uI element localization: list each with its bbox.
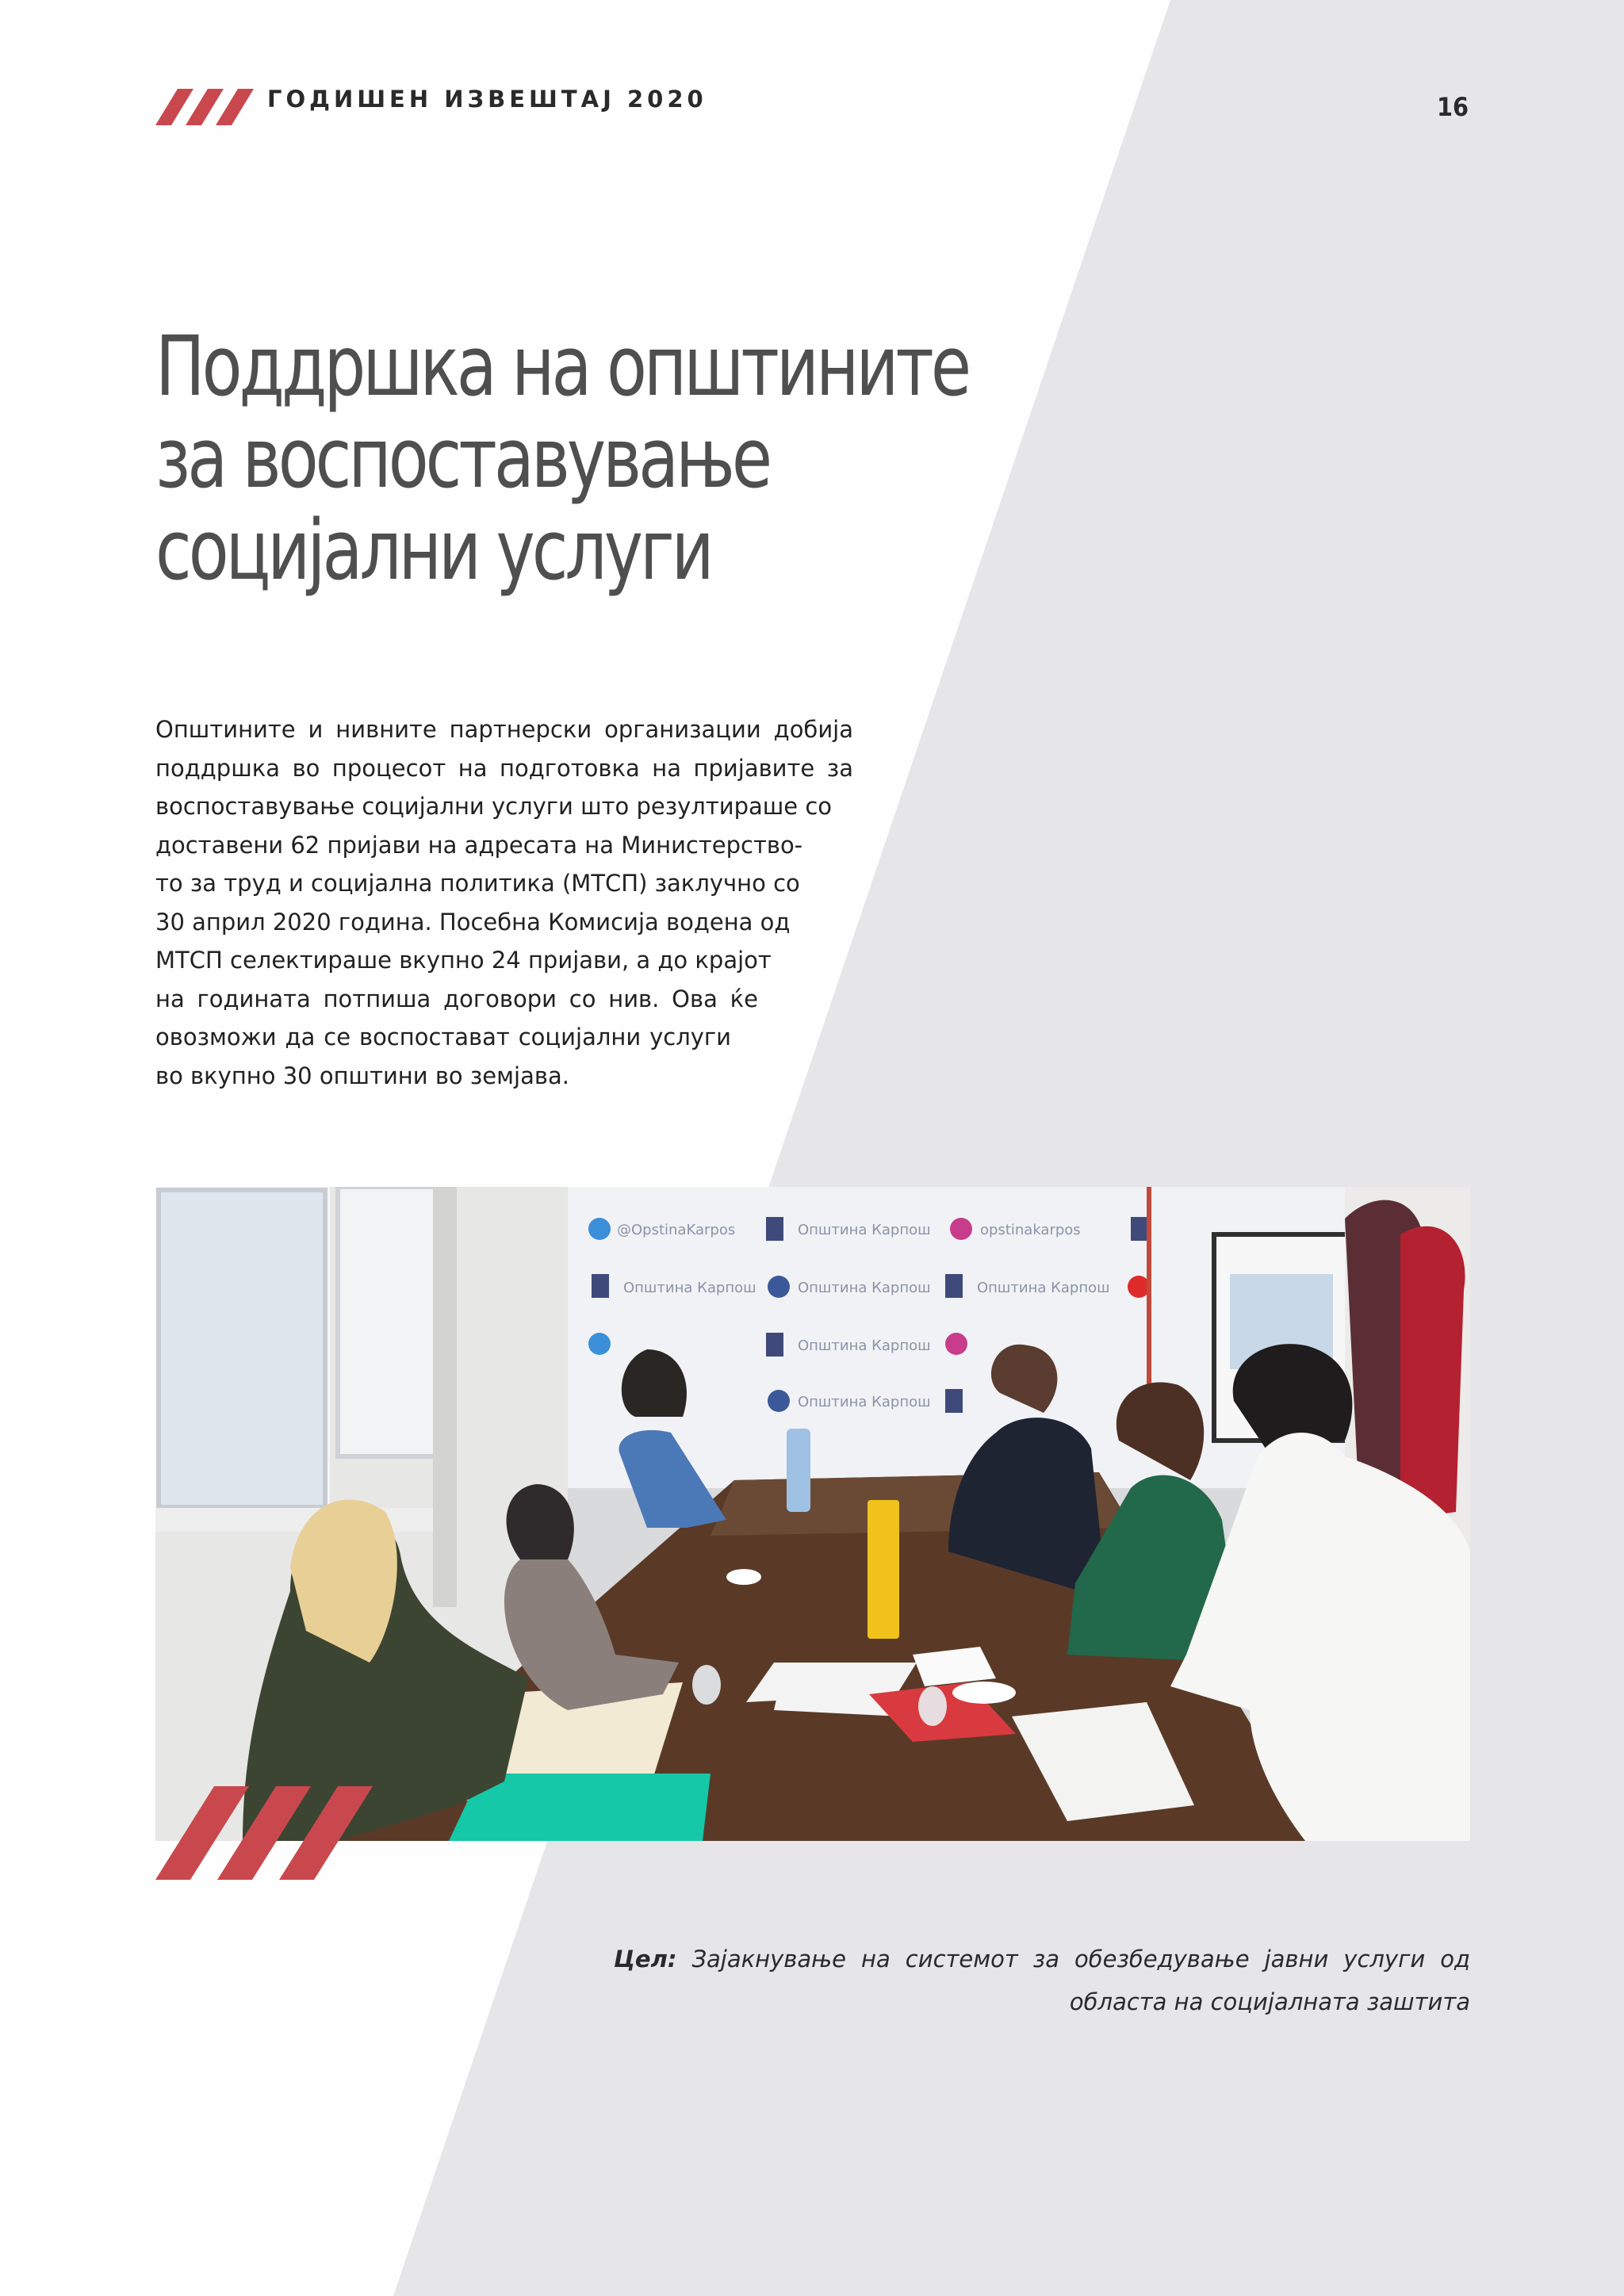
- page-title-line: Поддршка на општините: [155, 318, 969, 415]
- banner-municipality: Општина Карпош: [798, 1337, 931, 1354]
- page-title-line: социјални услуги: [155, 502, 711, 599]
- report-header-title: ГОДИШЕН ИЗВЕШТАЈ 2020: [267, 86, 707, 113]
- header-stripes-icon: [155, 87, 255, 127]
- goal-line-1: [614, 1938, 1470, 1980]
- goal-statement: [614, 1938, 1470, 2023]
- banner-municipality: Општина Карпош: [798, 1280, 931, 1296]
- banner-municipality: Општина Карпош: [623, 1280, 756, 1296]
- goal-label: Цел:: [614, 1946, 677, 1973]
- body-line: доставени 62 пријави на адресата на Министерство-: [155, 831, 803, 859]
- body-line: то за труд и социјална политика (МТСП) заклучно со: [155, 870, 800, 897]
- banner-instagram: opstinakarpos: [980, 1222, 1081, 1238]
- body-line: 30 април 2020 година. Посебна Комисија водена од: [155, 908, 791, 936]
- meeting-photo: [155, 1187, 1470, 1841]
- page-title: [155, 318, 969, 599]
- body-line: воспоставување социјални услуги што резултираше со: [155, 793, 833, 820]
- body-line: на годината потпиша договори со нив. Ова ќе: [155, 985, 758, 1012]
- goal-text-1: Зајакнување на системот за обезбедување јавни услуги од: [691, 1946, 1470, 1973]
- banner-municipality: Општина Карпош: [798, 1222, 931, 1238]
- photo-stripes-icon: [155, 1786, 393, 1880]
- banner-handle: @OpstinaKarpos: [617, 1222, 736, 1238]
- banner-municipality: Општина Карпош: [798, 1394, 931, 1410]
- page-title-line: за воспоставување: [155, 410, 770, 507]
- body-line: поддршка во процесот на подготовка на пријавите за: [155, 754, 853, 782]
- body-line: МТСП селектираше вкупно 24 пријави, а до крајот: [155, 947, 772, 974]
- body-line: во вкупно 30 општини во земјава.: [155, 1062, 569, 1089]
- goal-line-2: областа на социјалната заштита: [1069, 1988, 1470, 2015]
- body-paragraph: [155, 710, 853, 1095]
- banner-municipality: Општина Карпош: [977, 1280, 1110, 1296]
- body-line: овозможи да се воспостават социјални услуги: [155, 1024, 731, 1050]
- page-number: 16: [1436, 92, 1469, 122]
- body-line: Општините и нивните партнерски организации добија: [155, 716, 853, 743]
